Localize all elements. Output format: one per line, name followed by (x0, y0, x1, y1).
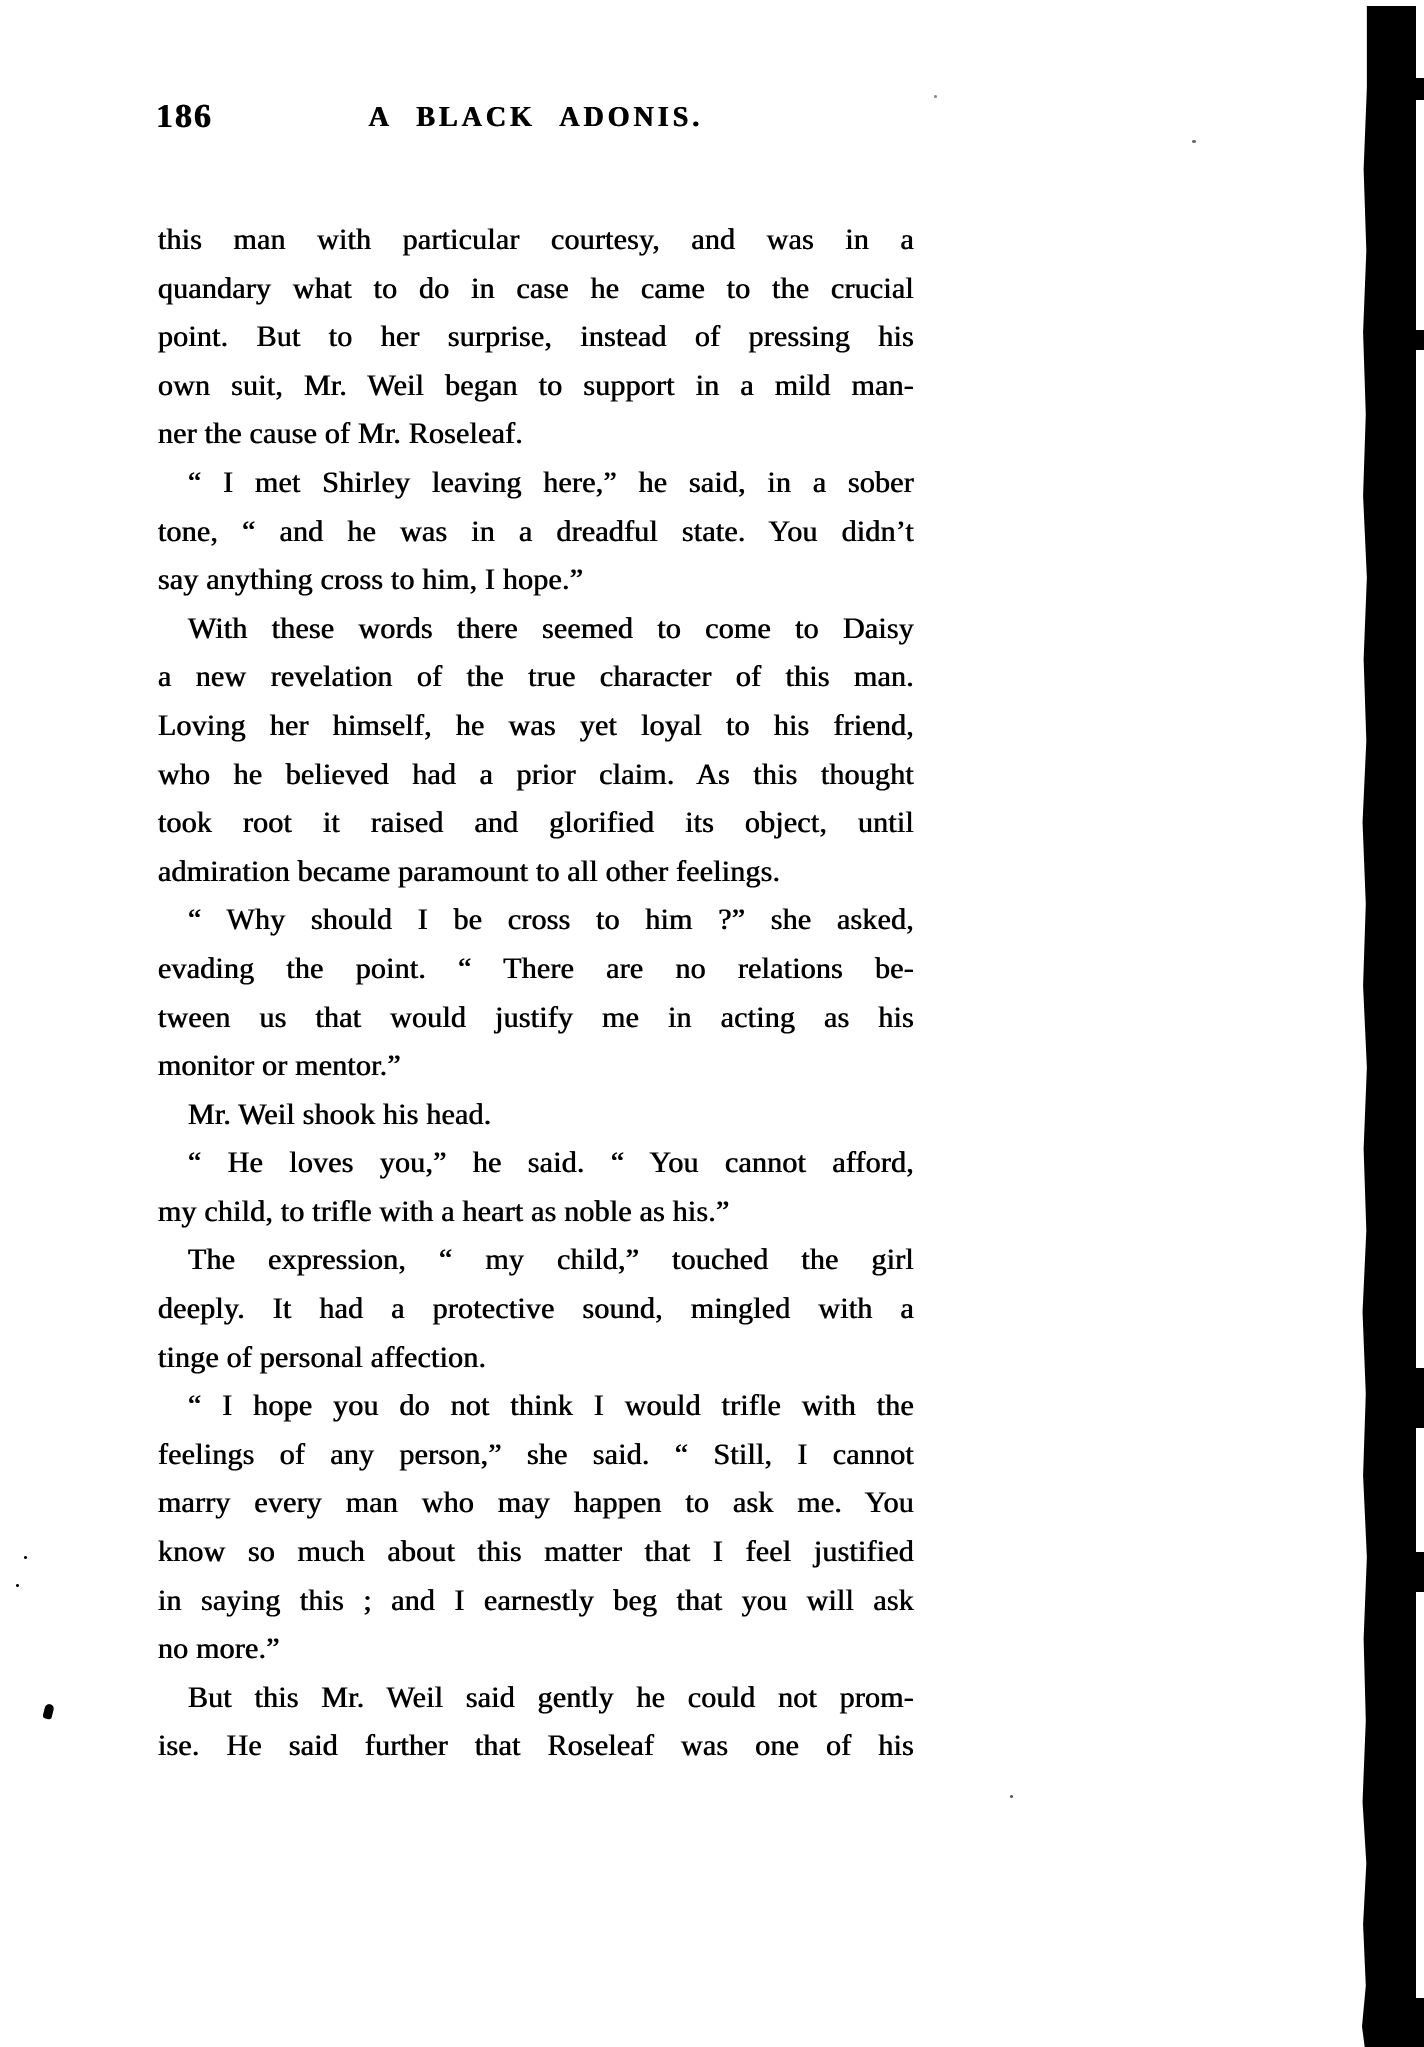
text-line: say anything cross to him, I hope.” (158, 563, 584, 597)
text-line: no more.” (158, 1632, 280, 1666)
scan-speck (24, 1556, 27, 1559)
scan-artifact-blob (1408, 330, 1424, 350)
text-line: know so much about this matter that I feel justified (158, 1535, 914, 1569)
scan-speck (16, 1584, 19, 1587)
text-line: monitor or mentor.” (158, 1049, 401, 1083)
scan-artifact-blob (1408, 78, 1424, 100)
scan-speck (934, 95, 937, 98)
text-line: this man with particular courtesy, and was in a (158, 223, 914, 256)
text-line: “ I met Shirley leaving here,” he said, in a sober (188, 465, 914, 499)
scan-artifact-blob (1408, 1998, 1424, 2047)
page-number: 186 (156, 98, 213, 135)
text-line: “ He loves you,” he said. “ You cannot afford, (188, 1146, 914, 1180)
text-line: tone, “ and he was in a dreadful state. You didn’t (158, 514, 914, 548)
text-line: “ Why should I be cross to him ?” she asked, (188, 903, 914, 937)
text-line: marry every man who may happen to ask me. You (158, 1486, 914, 1520)
text-line: point. But to her surprise, instead of pressing his (158, 320, 914, 354)
text-line: tween us that would justify me in acting as his (158, 1000, 914, 1034)
text-line: deeply. It had a protective sound, mingled with a (158, 1292, 914, 1326)
text-line: own suit, Mr. Weil began to support in a mild man- (158, 368, 914, 402)
page-body (158, 216, 914, 1771)
text-line: Loving her himself, he was yet loyal to his friend, (158, 708, 914, 742)
text-line: But this Mr. Weil said gently he could not prom- (188, 1680, 914, 1714)
text-line: “ I hope you do not think I would trifle with the (188, 1389, 914, 1423)
scan-artifact-blob (1408, 1368, 1424, 1428)
text-line: admiration became paramount to all other feelings. (158, 854, 781, 888)
text-line: my child, to trifle with a heart as noble as his.” (158, 1194, 730, 1228)
scan-speck (1010, 1795, 1013, 1798)
running-title: A BLACK ADONIS. (368, 102, 704, 133)
text-line: took root it raised and glorified its object, until (158, 806, 914, 840)
scan-speck (1192, 140, 1196, 143)
scan-speck (42, 1703, 54, 1720)
text-line: tinge of personal affection. (158, 1340, 487, 1374)
text-line: evading the point. “ There are no relations be- (158, 951, 914, 985)
text-line: ner the cause of Mr. Roseleaf. (158, 417, 524, 451)
text-line: With these words there seemed to come to Daisy (188, 611, 914, 645)
scan-artifact-blob (1408, 1552, 1424, 1592)
text-line: feelings of any person,” she said. “ Still, I cannot (158, 1437, 914, 1471)
text-line: ise. He said further that Roseleaf was one of his (158, 1729, 914, 1763)
text-line: in saying this ; and I earnestly beg that you will ask (158, 1583, 914, 1617)
text-line: Mr. Weil shook his head. (188, 1097, 492, 1131)
text-line: a new revelation of the true character of this man. (158, 660, 914, 694)
text-line: quandary what to do in case he came to the crucial (158, 271, 914, 305)
text-line: The expression, “ my child,” touched the girl (188, 1243, 914, 1277)
text-line: who he believed had a prior claim. As this thought (158, 757, 914, 791)
scan-edge-artifact-bar (1362, 6, 1416, 2047)
